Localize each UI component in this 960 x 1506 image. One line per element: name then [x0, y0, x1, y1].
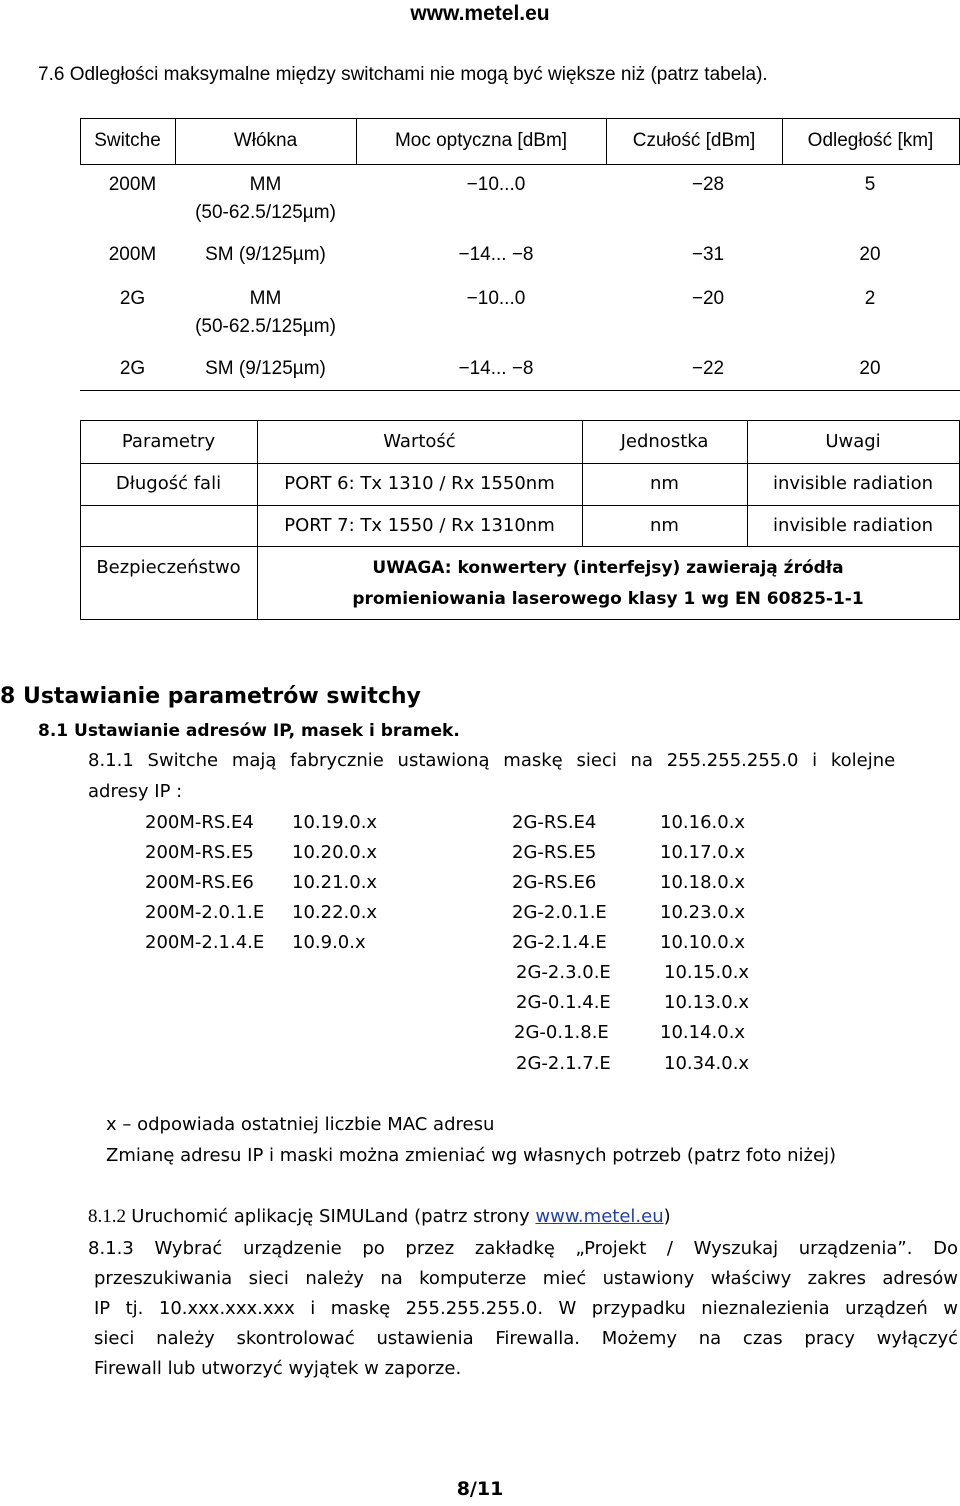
table-cell: Długość fali	[115, 473, 222, 494]
table-cell: MM	[249, 174, 282, 195]
table-cell: −20	[691, 288, 725, 309]
table-header: Switche	[94, 130, 161, 151]
metel-link[interactable]: www.metel.eu	[535, 1206, 664, 1227]
table-cell: 200M	[108, 244, 157, 265]
table-cell: (50-62.5/125µm)	[195, 202, 336, 223]
address-ip: 10.18.0.x	[660, 872, 746, 893]
table-cell: 200M	[108, 174, 157, 195]
paragraph-line: przeszukiwania sieci należy na komputerze mieć ustawiony właściwy zakres adresów	[94, 1268, 958, 1289]
address-name: 2G-2.1.4.E	[512, 932, 607, 953]
table-header: Parametry	[121, 431, 216, 452]
section-7-6-text: 7.6 Odległości maksymalne między switchami nie mogą być większe niż (patrz tabela).	[38, 64, 768, 85]
address-name: 2G-0.1.4.E	[516, 992, 611, 1013]
table-cell: invisible radiation	[772, 515, 934, 536]
address-ip: 10.22.0.x	[292, 902, 378, 923]
address-name: 2G-2.1.7.E	[516, 1053, 611, 1074]
address-ip: 10.23.0.x	[660, 902, 746, 923]
section-8-heading: 8 Ustawianie parametrów switchy	[0, 684, 421, 709]
table-cell: invisible radiation	[772, 473, 934, 494]
address-name: 200M-2.0.1.E	[145, 902, 265, 923]
address-ip: 10.20.0.x	[292, 842, 378, 863]
table-cell: −10...0	[466, 174, 526, 195]
laser-warning-line-1: UWAGA: konwertery (interfejsy) zawierają źródła	[372, 558, 844, 578]
table-header: Czułość [dBm]	[632, 130, 756, 151]
page-header-url: www.metel.eu	[410, 2, 550, 25]
table-header: Wartość	[383, 431, 456, 452]
table-cell: −28	[691, 174, 725, 195]
address-name: 200M-2.1.4.E	[145, 932, 265, 953]
table-header: Moc optyczna [dBm]	[394, 130, 568, 151]
table-cell: PORT 7: Tx 1550 / Rx 1310nm	[284, 515, 555, 536]
table-cell: −22	[691, 358, 725, 379]
address-name: 2G-2.3.0.E	[516, 962, 611, 983]
table-header: Uwagi	[825, 431, 881, 452]
section-8-1-1-text-cont: adresy IP :	[88, 781, 183, 802]
paragraph-line: IP tj. 10.xxx.xxx.xxx i maskę 255.255.255.0. W przypadku nieznalezienia urządzeń w	[94, 1298, 958, 1319]
address-ip: 10.21.0.x	[292, 872, 378, 893]
address-name: 2G-RS.E5	[512, 842, 597, 863]
ip-change-note: Zmianę adresu IP i maski można zmieniać wg własnych potrzeb (patrz foto niżej)	[106, 1145, 837, 1166]
section-8-1-2-number: 8.1.2	[88, 1206, 126, 1227]
table-cell: 5	[864, 174, 876, 195]
table-rule	[80, 390, 960, 391]
table-rule	[80, 619, 959, 620]
table-cell: 20	[859, 244, 881, 265]
address-name: 2G-RS.E6	[512, 872, 597, 893]
table-cell: MM	[249, 288, 282, 309]
section-8-1-heading: 8.1 Ustawianie adresów IP, masek i bramek.	[38, 721, 460, 741]
paragraph-line: sieci należy skontrolować ustawienia Firewalla. Możemy na czas pracy wyłączyć	[94, 1328, 958, 1349]
table-cell: Bezpieczeństwo	[96, 557, 241, 578]
table-header: Włókna	[233, 130, 298, 151]
section-8-1-2-body: Uruchomić aplikację SIMULand (patrz strony	[131, 1206, 536, 1227]
table-rule	[80, 420, 959, 421]
table-cell: −10...0	[466, 288, 526, 309]
address-name: 2G-RS.E4	[512, 812, 597, 833]
table-cell: SM (9/125µm)	[205, 358, 326, 379]
address-name: 200M-RS.E5	[145, 842, 254, 863]
table-cell: 2G	[119, 358, 146, 379]
paragraph-line: Firewall lub utworzyć wyjątek w zaporze.	[94, 1358, 462, 1379]
table-cell: 20	[859, 358, 881, 379]
table-cell: −31	[691, 244, 725, 265]
section-8-1-2-suffix: )	[663, 1206, 671, 1227]
table-header: Jednostka	[620, 431, 709, 452]
table-cell: (50-62.5/125µm)	[195, 316, 336, 337]
address-ip: 10.10.0.x	[660, 932, 746, 953]
table-cell: 2	[864, 288, 876, 309]
table-cell: −14... −8	[458, 358, 534, 379]
address-name: 200M-RS.E4	[145, 812, 254, 833]
parameters-table	[80, 420, 960, 620]
table-rule	[80, 118, 960, 119]
table-rule	[80, 463, 959, 464]
table-cell: 2G	[119, 288, 146, 309]
address-ip: 10.13.0.x	[664, 992, 750, 1013]
page-number: 8/11	[456, 1478, 504, 1500]
address-ip: 10.34.0.x	[664, 1053, 750, 1074]
mac-note: x – odpowiada ostatniej liczbie MAC adresu	[106, 1114, 495, 1135]
table-cell: PORT 6: Tx 1310 / Rx 1550nm	[284, 473, 555, 494]
paragraph-line: 8.1.3 Wybrać urządzenie po przez zakładkę „Projekt / Wyszukaj urządzenia”. Do	[88, 1238, 958, 1259]
address-ip: 10.16.0.x	[660, 812, 746, 833]
distance-table	[80, 118, 960, 390]
table-header: Odległość [km]	[807, 130, 934, 151]
address-name: 200M-RS.E6	[145, 872, 254, 893]
table-cell: nm	[650, 473, 679, 494]
table-cell: nm	[650, 515, 679, 536]
table-rule	[80, 505, 959, 506]
table-cell: SM (9/125µm)	[205, 244, 326, 265]
address-name: 2G-2.0.1.E	[512, 902, 607, 923]
address-name: 2G-0.1.8.E	[514, 1022, 609, 1043]
address-ip: 10.14.0.x	[660, 1022, 746, 1043]
address-ip: 10.17.0.x	[660, 842, 746, 863]
section-8-1-2-text	[88, 1206, 671, 1228]
address-ip: 10.15.0.x	[664, 962, 750, 983]
table-rule	[80, 164, 960, 165]
laser-warning-line-2: promieniowania laserowego klasy 1 wg EN 60825-1-1	[352, 589, 864, 609]
section-8-1-3-text	[88, 1234, 958, 1384]
table-rule	[80, 546, 959, 547]
section-8-1-1-text: 8.1.1 Switche mają fabrycznie ustawioną maskę sieci na 255.255.255.0 i kolejne	[88, 750, 896, 771]
table-cell: −14... −8	[458, 244, 534, 265]
address-ip: 10.9.0.x	[292, 932, 366, 953]
address-ip: 10.19.0.x	[292, 812, 378, 833]
